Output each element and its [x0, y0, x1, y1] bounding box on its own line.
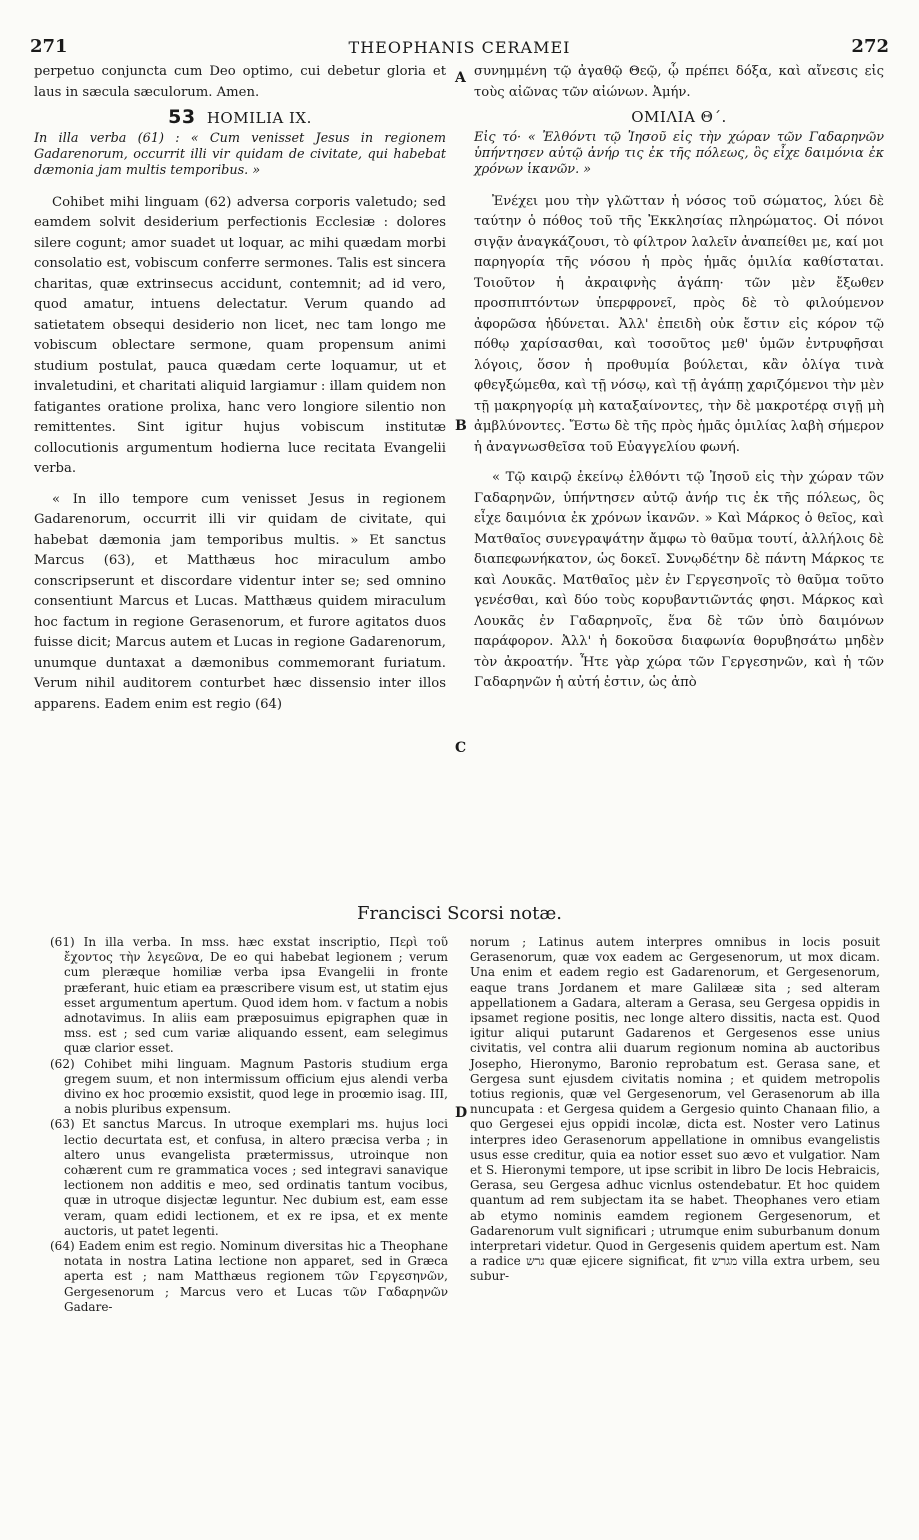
notes-left-column — [50, 935, 448, 1315]
latin-homily-heading — [34, 107, 446, 129]
margin-letter-a: A — [455, 70, 466, 86]
note-63: (63) Et sanctus Marcus. In utroque exemplari ms. hujus loci lectio decurtata est, et confusa, in altero præcisa verba ; in altero unus evangelista prætermissus, utroinque non cohærent cum re grammatica voces ; sed integravi sanavique lectionem non additis e meo, sed ordinatis tantum vocibus, quæ in utroque disjectæ leguntur. Nec dubium est, eam esse veram, quam edidi lectionem, et ex re ipsa, et ex mente auctoris, ut patet legenti. — [50, 1117, 448, 1238]
running-title: THEOPHANIS CERAMEI — [348, 38, 571, 57]
page-number-left: 271 — [30, 36, 68, 57]
latin-opening: perpetuo conjuncta cum Deo optimo, cui debetur gloria et laus in sæcula sæculorum. Amen. — [34, 64, 446, 100]
latin-column — [34, 62, 446, 715]
notes-heading: Francisci Scorsi notæ. — [357, 903, 562, 924]
greek-column — [474, 62, 884, 694]
latin-paragraph-2: « In illo tempore cum venisset Jesus in regionem Gadarenorum, occurrit illi vir quidam de civitate, qui habebat dæmonia jam temporibus multis. » Et sanctus Marcus (63), et Matthæus hoc miraculum ambo conscripserunt et discordare videntur inter se; sed omnino consentiunt Marcus et Lucas. Matthæus quidem miraculum hoc factum in regione Gerasenorum, et furore agitatos duos fuisse dicit; Marcus autem et Lucas in regione Gadarenorum, unumque duntaxat a dæmonibus commemorant furiatum. Verum nihil auditorem conturbet hæc dissensio inter illos apparens. Eadem enim est regio (64) — [34, 491, 446, 712]
margin-letter-b: B — [455, 418, 467, 434]
margin-letter-d: D — [455, 1105, 468, 1121]
note-62: (62) Cohibet mihi linguam. Magnum Pastoris studium erga gregem suum, et non intermissum officium ejus alendi verba divino ex hoc proœmio exsistit, quod lege in proœmio isag. III, a nobis pluribus expensum. — [50, 1056, 448, 1117]
greek-paragraph-1: Ἐνέχει μου τὴν γλῶτταν ἡ νόσος τοῦ σώματος, λύει δὲ ταύτην ὁ πόθος τοῦ τῆς Ἐκκλησίας πληρώματος. Οἱ πόνοι σιγᾷν ἀναγκάζουσι, τὸ φίλτρον λαλεῖν ἀναπείθει με, καί μοι παρηγορία τῆς νόσου ἡ πρὸς ἡμᾶς ὁμιλία καθίσταται. Τοιοῦτον ἡ ἀκραιφνὴς ἀγάπη· τῶν μὲν ἔξωθεν προσπιπτόντων ὑπερφρονεῖ, πρὸς δὲ τὸ φιλούμενον ἀφορῶσα ἡδύνεται. Ἀλλ' ἐπειδὴ οὐκ ἔστιν εἰς κόρον τῷ πόθῳ χαρίσασθαι, καὶ τοσοῦτος μεθ' ὑμῶν ἐντρυφῆσαι λόγοις, ὅσον ἡ προθυμία βούλεται, κἂν ὀλίγα τινὰ φθεγξώμεθα, καὶ τῇ νόσῳ, καὶ τῇ ἀγάπῃ χαριζόμενοι τὴν μὲν τῇ μακρηγορίᾳ μὴ καταξαίνοντες, τὴν δὲ μακροτέρᾳ σιγῇ μὴ ἀμβλύνοντες. Ἔστω δὲ τῆς πρὸς ἡμᾶς ὁμιλίας λαβὴ σήμερον ἡ ἀναγνωσθεῖσα τοῦ Εὐαγγελίου φωνή. — [474, 193, 884, 455]
greek-homily-title: ΟΜΙΛΙΑ Θ΄. — [631, 108, 727, 126]
margin-letter-c: C — [455, 740, 467, 756]
page-number-right: 272 — [851, 36, 889, 57]
latin-subject: In illa verba (61) : « Cum venisset Jesus in regionem Gadarenorum, occurrit illi vir quidam de civitate, qui habebat dæmonia jam multis temporibus. » — [34, 130, 446, 178]
note-64: (64) Eadem enim est regio. Nominum diversitas hic a Theophane notata in nostra Latina lectione non apparet, sed in Græca aperta est ; nam Matthæus regionem τῶν Γεργεσηνῶν, Gergesenorum ; Marcus vero et Lucas τῶν Γαδαρηνῶν Gadare- — [50, 1239, 448, 1314]
note-61: (61) In illa verba. In mss. hæc exstat inscriptio, Περὶ τοῦ ἔχοντος τὴν λεγεῶνα, De eo qui habebat legionem ; verum cum pleræque homiliæ verba ipsa Evangelii in fronte præferant, huic etiam ea præscribere visum est, ut statim ejus esset argumentum apertum. Quod idem hom. v factum a nobis adnotavimus. In aliis eam præposuimus epigraphen quæ in mss. est ; sed cum variæ aliquando essent, eam selegimus quæ clarior esset. — [50, 935, 448, 1056]
latin-homily-title: HOMILIA IX. — [206, 109, 312, 127]
greek-subject: Εἰς τό· « Ἐλθόντι τῷ Ἰησοῦ εἰς τὴν χώραν τῶν Γαδαρηνῶν ὑπήντησεν αὐτῷ ἀνήρ τις ἐκ τῆς πόλεως, ὃς εἶχε δαιμόνια ἐκ χρόνων ἱκανῶν. » — [474, 129, 884, 177]
greek-paragraph-2: « Τῷ καιρῷ ἐκείνῳ ἐλθόντι τῷ Ἰησοῦ εἰς τὴν χώραν τῶν Γαδαρηνῶν, ὑπήντησεν αὐτῷ ἀνήρ τις ἐκ τῆς πόλεως, ὃς εἶχε δαιμόνια ἐκ χρόνων ἱκανῶν. » Καὶ Μάρκος ὁ θεῖος, καὶ Ματθαῖος συνεγραψάτην ἄμφω τὸ θαῦμα τουτί, ἀλλήλοις δὲ διαπεφωνήκατον, ὡς δοκεῖ. Συνῳδέτην δὲ πάντη Μάρκος τε καὶ Λουκᾶς. Ματθαῖος μὲν ἐν Γεργεσηνοῖς τὸ θαῦμα τοῦτο γενέσθαι, καὶ δύο τοὺς κορυβαντιῶντάς φησι. Μάρκος καὶ Λουκᾶς ἐν Γαδαρηνοῖς, ἕνα δὲ τῶν ὑπὸ δαιμόνων παράφορον. Ἀλλ' ἡ δοκοῦσα διαφωνία θορυβησάτω μηδὲν τὸν ἀκροατήν. Ἦτε γὰρ χώρα τῶν Γεργεσηνῶν, καὶ ἡ τῶν Γαδαρηνῶν ἡ αὐτή ἐστιν, ὡς ἀπὸ — [474, 470, 884, 690]
greek-opening: συνημμένη τῷ ἀγαθῷ Θεῷ, ᾧ πρέπει δόξα, καὶ αἴνεσις εἰς τοὺς αἰῶνας τῶν αἰώνων. Ἀμήν. — [474, 64, 884, 100]
homily-number: 53 — [168, 106, 196, 128]
latin-paragraph-1: Cohibet mihi linguam (62) adversa corporis valetudo; sed eamdem solvit desiderium perfectionis Ecclesiæ : dolores silere cogunt; amor suadet ut loquar, ac mihi quædam morbi consolatio est, vobiscum conferre sermones. Talis est sincera charitas, quæ extrinsecus accidunt, contemnit; ad id vero, quod amatur, intuens delectatur. Verum quando ad satietatem obsequi desiderio non licet, nec tam longo me vobiscum oblectare sermone, quam propensum animi studium postulat, pauca quædam certe loquamur, ut et invaletudini, et charitati aliquid largiamur : illam quidem non fatigantes oratione prolixa, hanc vero longiore silentio non remittentes. Sint igitur hujus vobiscum institutæ collocutionis argumentum hodierna luce recitata Evangelii verba. — [34, 194, 446, 476]
running-head — [30, 36, 889, 60]
note-64-continued: norum ; Latinus autem interpres omnibus in locis posuit Gerasenorum, quæ vox eadem ac Gergesenorum, ut mox dicam. Una enim et eadem regio est Gadarenorum, et Gergesenorum, eaque trans Jordanem et mare Galilææ sita ; sed alteram appellationem a Gadara, alteram a Gerasa, seu Gergesa oppidis in ipsamet regione positis, nec longe altero dissitis, nacta est. Quod igitur aliqui putarunt Gadarenos et Gergesenos esse unius civitatis, vel contra alii duarum regionum nomina ab auctoribus Josepho, Hieronymo, Baronio reprobatum est. Gerasa sane, et Gergesa sunt ejusdem civitatis nomina ; et quidem metropolis totius regionis, quæ vel Gergesenorum, vel Gerasenorum ab illa nuncupata : et Gergesa quidem a Gergesio quinto Chanaan filio, a quo Gergesei ejus oppidi incolæ, dicta est. Noster vero Latinus interpres ideo Gerasenorum appellatione in omnibus evangelistis usus esse creditur, quia ea notior esset suo ævo et vulgatior. Nam et S. Hieronymi tempore, ut ipse scribit in libro De locis Hebraicis, Gerasa, seu Gergesa adhuc vicnlus ostendebatur. Et hoc quidem quantum ad rem subjectam ita se habet. Theophanes vero etiam ab etymo nominis eamdem regionem Gergesenorum, et Gadarenorum vult significari ; utrumque enim suburbanum donum interpretari videtur. Quod in Gergesenis quidem apertum est. Nam a radice גרש quæ ejicere significat, fit מגרש villa extra urbem, seu subur- — [470, 935, 881, 1284]
notes-right-column — [470, 935, 880, 1285]
